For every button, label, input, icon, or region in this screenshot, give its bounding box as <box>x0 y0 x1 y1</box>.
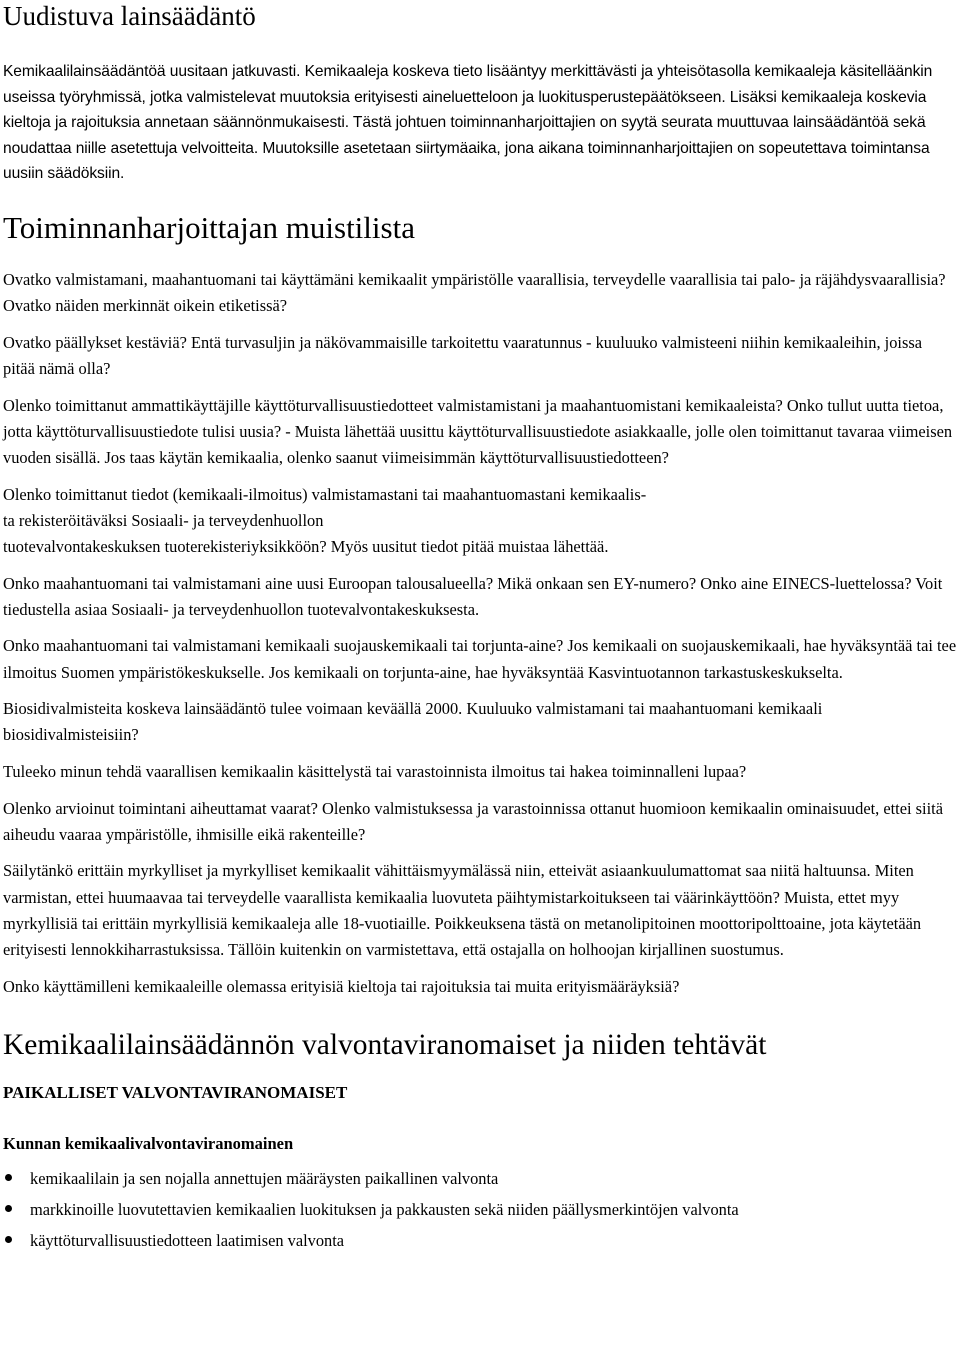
checklist-item: Ovatko päällykset kestäviä? Entä turvasuljin ja näkövammaisille tarkoitettu vaaratunnus - kuuluuko valmisteeni niihin kemikaaleihin, joissa pitää nämä olla? <box>3 332 923 378</box>
intro-paragraph: Kemikaalilainsäädäntöä uusitaan jatkuvasti. Kemikaaleja koskeva tieto lisääntyy merkittävästi ja yhteisötasolla kemikaaleja käsitelläänkin useissa työryhmissä, jotka valmistelevat muutoksia erityisesti aineluetteloon ja luokitusperustepäätökseen. Lisäksi kemikaaleja koskevia kieltoja ja rajoituksia annetaan säännönmukaisesti. Tästä johtuen toiminnanharjoittajien on syytä seurata muuttuvaa lainsäädäntöä sekä noudattaa niille asetettuja velvoitteita. Muutoksille asetetaan siirtymäaika, jona aikana toiminnanharjoittajien on sopeutettava toimintansa uusiin säädöksiin. <box>3 63 933 183</box>
checklist-item: Biosidivalmisteita koskeva lainsäädäntö tulee voimaan keväällä 2000. Kuuluuko valmistamani tai maahantuomani kemikaali biosidivalmisteisiin? <box>3 699 823 745</box>
checklist-item: Onko käyttämilleni kemikaaleille olemassa erityisiä kieltoja tai rajoituksia tai muita erityismääräyksiä? <box>3 976 680 996</box>
municipal-authority-heading: Kunnan kemikaalivalvontaviranomainen <box>3 1134 294 1154</box>
bullet-icon <box>5 1174 12 1181</box>
checklist-item: Ovatko valmistamani, maahantuomani tai käyttämäni kemikaalit ympäristölle vaarallisia, terveydelle vaarallisia tai palo- ja räjähdysvaarallisia? Ovatko näiden merkinnät oikein etiketissä? <box>3 269 946 316</box>
checklist-item: Tuleeko minun tehdä vaarallisen kemikaalin käsittelystä tai varastoinnista ilmoitus tai hakea toiminnalleni lupaa? <box>3 761 747 781</box>
checklist-item: Säilytänkö erittäin myrkylliset ja myrkylliset kemikaalit vähittäismyymälässä niin, etteivät asiaankuulumattomat saa niitä haltuunsa. Miten varmistan, ettei huumaavaa tai terveydelle vaarallista kemikaalia luovuteta päihtymistarkoitukseen tai väärinkäyttöön? Muista, ettet myy myrkyllisiä tai erittäin myrkyllisiä kemikaaleja alle 18-vuotiaille. Poikkeuksena tästä on metanolipitoinen moottoripolttoaine, jota käytetään erityisesti lennokkiharrastuksissa. Tällöin kuitenkin on varmistettava, että ostajalla on holhoojan kirjallinen suostumus. <box>3 861 922 959</box>
page-title: Uudistuva lainsäädäntö <box>3 1 256 31</box>
checklist-item: Olenko toimittanut ammattikäyttäjille käyttöturvallisuustiedotteet valmistamistani ja maahantuomistani kemikaaleista? Onko tullut uutta tietoa, jotta käyttöturvallisuustiedote tulisi uusia? - Muista lähettää uusittu käyttöturvallisuustiedote asiakkaalle, jolle olen toimittanut tavaraa viimeisen vuoden sisällä. Jos taas käytän kemikaalia, olenko saanut viimeisimmän käyttöturvallisuustiedotteen? <box>3 395 953 467</box>
checklist-item: Onko maahantuomani tai valmistamani aine uusi Euroopan talousalueella? Mikä onkaan sen EY-numero? Onko aine EINECS-luettelossa? Voit tiedustella asiaa Sosiaali- ja terveydenhuollon tuotevalvontakeskuksesta. <box>3 573 943 619</box>
checklist-item: Olenko arvioinut toimintani aiheuttamat vaarat? Olenko valmistuksessa ja varastoinnissa ottanut huomioon kemikaalin ominaisuudet, ettei siitä aiheudu vaaraa ympäristölle, ihmisille eikä rakenteille? <box>3 798 943 844</box>
list-item-text: kemikaalilain ja sen nojalla annettujen määräysten paikallinen valvonta <box>30 1169 499 1189</box>
duties-list <box>3 1155 957 1256</box>
local-authorities-heading: PAIKALLISET VALVONTAVIRANOMAISET <box>3 1083 348 1103</box>
list-item-text: käyttöturvallisuustiedotteen laatimisen valvonta <box>30 1231 345 1251</box>
checklist-item-registration: Olenko toimittanut tiedot (kemikaali-ilmoitus) valmistamastani tai maahantuomastani kemikaalis- ta rekisteröitäväksi Sosiaali- ja terveydenhuollon tuotevalvontakeskuksen tuoterekisteriyksikköön? Myös uusitut tiedot pitää muistaa lähettää. <box>3 484 647 556</box>
checklist-list <box>3 254 957 1000</box>
authorities-heading: Kemikaalilainsäädännön valvontaviranomaiset ja niiden tehtävät <box>3 1029 767 1062</box>
bullet-icon <box>5 1236 12 1243</box>
list-item <box>3 1225 957 1256</box>
bullet-icon <box>5 1205 12 1212</box>
list-item-text: markkinoille luovutettavien kemikaalien luokituksen ja pakkausten sekä niiden päällysmerkintöjen valvonta <box>30 1200 739 1220</box>
list-item <box>3 1194 957 1225</box>
checklist-item: Onko maahantuomani tai valmistamani kemikaali suojauskemikaali tai torjunta-aine? Jos kemikaali on suojauskemikaali, hae hyväksyntää tai tee ilmoitus Suomen ympäristökeskukselle. Jos kemikaali on torjunta-aine, hae hyväksyntää Kasvintuotannon tarkastuskeskukselta. <box>3 636 957 682</box>
checklist-heading: Toiminnanharjoittajan muistilista <box>3 209 415 245</box>
list-item <box>3 1163 957 1194</box>
